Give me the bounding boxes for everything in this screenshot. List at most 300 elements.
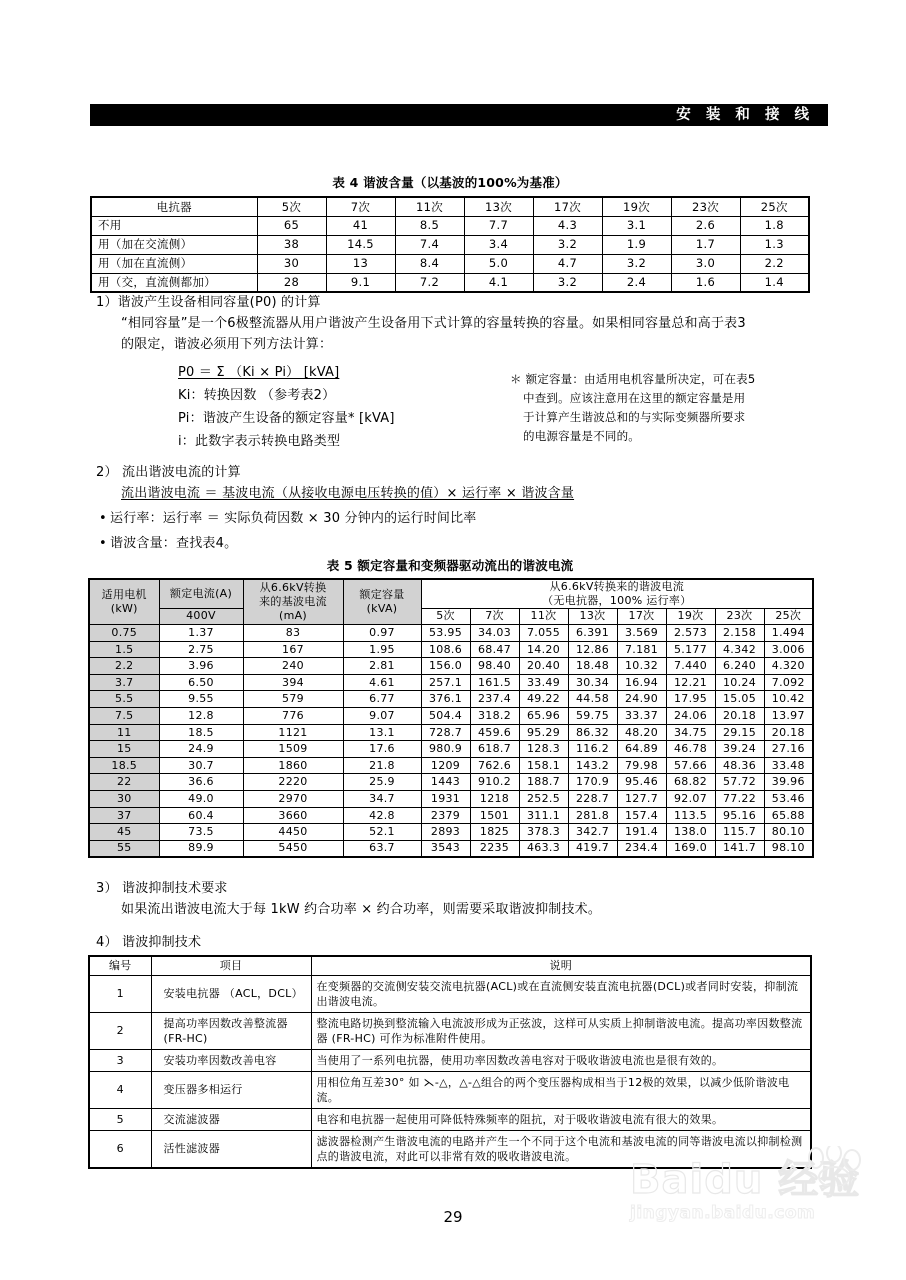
table5-harmonic-col-head: 23次 <box>715 608 764 625</box>
table4-cell: 28 <box>257 273 326 292</box>
table5-cell-harmonic: 156.0 <box>421 658 470 675</box>
table4 <box>90 196 810 293</box>
table5-cell-harmonic: 12.86 <box>568 641 617 658</box>
table5-cell-harmonic: 10.24 <box>715 674 764 691</box>
table5 <box>88 578 814 858</box>
table5-cell-harmonic: 14.20 <box>519 641 568 658</box>
page-header-bar <box>90 104 828 126</box>
table5-cell-harmonic: 29.15 <box>715 724 764 741</box>
table6-cell-no: 1 <box>89 975 151 1012</box>
table5-cell-harmonic: 13.97 <box>764 708 813 725</box>
table5-cell-capacity: 52.1 <box>343 824 421 841</box>
table6-cell-item: 提高功率因数改善整流器 (FR-HC) <box>151 1012 311 1049</box>
table5-cell-capacity: 21.8 <box>343 757 421 774</box>
table5-cell-harmonic: 2379 <box>421 807 470 824</box>
table5-header-row-1 <box>89 579 813 608</box>
table5-cell-harmonic: 98.10 <box>764 840 813 857</box>
table-row <box>89 741 813 758</box>
table5-cell-capacity: 2.81 <box>343 658 421 675</box>
table5-cell-harmonic: 30.34 <box>568 674 617 691</box>
table5-cell-fundamental: 3660 <box>243 807 343 824</box>
bullet-item <box>99 533 477 554</box>
table5-cell-harmonic: 113.5 <box>666 807 715 824</box>
table5-cell-fundamental: 1860 <box>243 757 343 774</box>
table4-section <box>90 173 810 293</box>
table4-cell: 3.2 <box>602 254 671 273</box>
table5-cell-harmonic: 7.092 <box>764 674 813 691</box>
table4-cell: 2.2 <box>740 254 809 273</box>
section3-body: 如果流出谐波电流大于每 1kW 约合功率 × 约合功率，则需要采取谐波抑制技术。 <box>121 902 602 917</box>
table4-cell: 14.5 <box>326 235 395 254</box>
table5-cell-capacity: 63.7 <box>343 840 421 857</box>
section1-note <box>510 370 810 446</box>
table5-section <box>88 578 810 858</box>
table4-col-header: 5次 <box>257 197 326 216</box>
table6-cell-item: 安装电抗器 （ACL，DCL） <box>151 975 311 1012</box>
watermark-main-text: Baidu 经验 <box>630 1157 861 1203</box>
table5-cell-harmonic: 157.4 <box>617 807 666 824</box>
table5-cell-capacity: 4.61 <box>343 674 421 691</box>
table5-cell-current: 24.9 <box>159 741 243 758</box>
table-row <box>91 235 809 254</box>
table5-cell-harmonic: 2.158 <box>715 625 764 642</box>
table-row <box>89 625 813 642</box>
table5-cell-harmonic: 68.82 <box>666 774 715 791</box>
table5-cell-kw: 11 <box>89 724 159 741</box>
table6-cell-no: 2 <box>89 1012 151 1049</box>
table5-cell-fundamental: 394 <box>243 674 343 691</box>
table5-cell-harmonic: 12.21 <box>666 674 715 691</box>
table-row <box>89 1108 811 1130</box>
table4-cell: 7.2 <box>395 273 464 292</box>
table5-cell-harmonic: 2893 <box>421 824 470 841</box>
table5-cell-harmonic: 49.22 <box>519 691 568 708</box>
table4-col-header: 电抗器 <box>91 197 257 216</box>
bullet-text-2: 谐波含量：查找表4。 <box>110 536 238 551</box>
table-row <box>89 774 813 791</box>
section1-body-line2: 的限定，谐波必须用下列方法计算： <box>121 337 333 352</box>
table-row <box>89 708 813 725</box>
table5-cell-harmonic: 64.89 <box>617 741 666 758</box>
table-row <box>91 216 809 235</box>
table-row <box>89 1071 811 1108</box>
table4-cell: 1.7 <box>671 235 740 254</box>
table4-row-label: 不用 <box>91 216 257 235</box>
table5-cell-harmonic: 728.7 <box>421 724 470 741</box>
table5-caption: 表 5 额定容量和变频器驱动流出的谐波电流 <box>326 558 574 573</box>
table5-cell-current: 89.9 <box>159 840 243 857</box>
table-row <box>89 757 813 774</box>
table5-cell-harmonic: 1443 <box>421 774 470 791</box>
table4-cell: 3.0 <box>671 254 740 273</box>
table5-cell-kw: 7.5 <box>89 708 159 725</box>
table5-cell-current: 36.6 <box>159 774 243 791</box>
bullet-dot-icon: • <box>99 511 107 526</box>
table4-caption: 表 4 谐波含量（以基波的100%为基准） <box>332 175 568 190</box>
table5-cell-harmonic: 311.1 <box>519 807 568 824</box>
table-row <box>89 807 813 824</box>
table5-cell-harmonic: 141.7 <box>715 840 764 857</box>
table4-col-header: 25次 <box>740 197 809 216</box>
table5-cell-capacity: 9.07 <box>343 708 421 725</box>
table4-row-label: 用（加在交流侧） <box>91 235 257 254</box>
table5-cell-capacity: 42.8 <box>343 807 421 824</box>
table6-cell-desc: 电容和电抗器一起使用可降低特殊频率的阻抗，对于吸收谐波电流有很大的效果。 <box>311 1108 811 1130</box>
table5-cell-fundamental: 83 <box>243 625 343 642</box>
table6-cell-no: 4 <box>89 1071 151 1108</box>
table5-cell-kw: 5.5 <box>89 691 159 708</box>
table5-col-head-fundamental: 从6.6kV转换 来的基波电流 (mA) <box>243 579 343 625</box>
table5-cell-harmonic: 95.29 <box>519 724 568 741</box>
table5-cell-harmonic: 4.342 <box>715 641 764 658</box>
table5-harmonic-col-head: 7次 <box>470 608 519 625</box>
table-row <box>89 1049 811 1071</box>
table5-cell-harmonic: 618.7 <box>470 741 519 758</box>
table5-cell-fundamental: 776 <box>243 708 343 725</box>
table5-cell-harmonic: 6.240 <box>715 658 764 675</box>
table5-cell-kw: 1.5 <box>89 641 159 658</box>
table5-cell-capacity: 13.1 <box>343 724 421 741</box>
table5-cell-harmonic: 18.48 <box>568 658 617 675</box>
table5-cell-kw: 55 <box>89 840 159 857</box>
table6 <box>88 955 812 1169</box>
table4-cell: 3.2 <box>533 273 602 292</box>
table5-cell-harmonic: 1209 <box>421 757 470 774</box>
table5-cell-fundamental: 579 <box>243 691 343 708</box>
table5-cell-kw: 0.75 <box>89 625 159 642</box>
table5-cell-harmonic: 2.573 <box>666 625 715 642</box>
table5-cell-harmonic: 3543 <box>421 840 470 857</box>
table5-cell-harmonic: 4.320 <box>764 658 813 675</box>
table5-cell-harmonic: 10.32 <box>617 658 666 675</box>
table5-cell-harmonic: 980.9 <box>421 741 470 758</box>
table4-cell: 8.4 <box>395 254 464 273</box>
table5-cell-harmonic: 115.7 <box>715 824 764 841</box>
note-marker: ＊ <box>510 372 522 386</box>
table5-cell-kw: 2.2 <box>89 658 159 675</box>
note-line3: 于计算产生谐波总和的与实际变频器所要求 <box>523 410 746 424</box>
table4-cell: 4.1 <box>464 273 533 292</box>
table4-cell: 7.4 <box>395 235 464 254</box>
table5-cell-fundamental: 1509 <box>243 741 343 758</box>
table5-cell-harmonic: 86.32 <box>568 724 617 741</box>
table5-cell-current: 12.8 <box>159 708 243 725</box>
table5-cell-harmonic: 77.22 <box>715 791 764 808</box>
table5-cell-kw: 3.7 <box>89 674 159 691</box>
table-row <box>89 641 813 658</box>
table5-cell-harmonic: 59.75 <box>568 708 617 725</box>
table5-cell-harmonic: 80.10 <box>764 824 813 841</box>
formula-ki: Ki：转换因数 （参考表2） <box>178 388 336 403</box>
table-row <box>89 975 811 1012</box>
section1-body-line1: “相同容量”是一个6极整流器从用户谐波产生设备用下式计算的容量转换的容量。如果相同容量总和高于表3 <box>121 316 746 331</box>
table5-harmonic-col-head: 25次 <box>764 608 813 625</box>
table-row <box>89 658 813 675</box>
table6-section <box>88 955 810 1169</box>
table4-cell: 30 <box>257 254 326 273</box>
table5-cell-harmonic: 158.1 <box>519 757 568 774</box>
table5-cell-harmonic: 6.391 <box>568 625 617 642</box>
table5-cell-harmonic: 419.7 <box>568 840 617 857</box>
table5-cell-harmonic: 7.440 <box>666 658 715 675</box>
table5-cell-harmonic: 39.96 <box>764 774 813 791</box>
table5-cell-harmonic: 20.18 <box>715 708 764 725</box>
table4-col-header: 7次 <box>326 197 395 216</box>
table5-cell-harmonic: 188.7 <box>519 774 568 791</box>
table5-cell-harmonic: 376.1 <box>421 691 470 708</box>
table4-cell: 2.4 <box>602 273 671 292</box>
table6-cell-no: 5 <box>89 1108 151 1130</box>
table5-cell-harmonic: 504.4 <box>421 708 470 725</box>
page-header-title: 安 装 和 接 线 <box>676 106 814 123</box>
table5-cell-harmonic: 20.40 <box>519 658 568 675</box>
table5-cell-harmonic: 138.0 <box>666 824 715 841</box>
table5-col-head-capacity: 额定容量 (kVA) <box>343 579 421 625</box>
table5-cell-capacity: 17.6 <box>343 741 421 758</box>
table5-cell-harmonic: 92.07 <box>666 791 715 808</box>
table5-cell-harmonic: 1218 <box>470 791 519 808</box>
table5-cell-kw: 22 <box>89 774 159 791</box>
table4-row-label: 用（交，直流侧都加） <box>91 273 257 292</box>
table5-cell-harmonic: 48.36 <box>715 757 764 774</box>
table6-cell-item: 变压器多相运行 <box>151 1071 311 1108</box>
table5-cell-kw: 18.5 <box>89 757 159 774</box>
table5-cell-harmonic: 98.40 <box>470 658 519 675</box>
table5-cell-harmonic: 234.4 <box>617 840 666 857</box>
table5-cell-fundamental: 240 <box>243 658 343 675</box>
table5-group-head: 从6.6kV转换来的谐波电流 （无电抗器，100% 运行率） <box>421 579 813 608</box>
table-row <box>89 840 813 857</box>
table5-cell-harmonic: 170.9 <box>568 774 617 791</box>
table4-cell: 13 <box>326 254 395 273</box>
section1-formula-block <box>178 362 395 454</box>
section1-body <box>121 313 821 355</box>
table5-cell-harmonic: 34.03 <box>470 625 519 642</box>
table5-cell-fundamental: 4450 <box>243 824 343 841</box>
table6-col-head-desc: 说明 <box>311 956 811 975</box>
table6-cell-item: 安装功率因数改善电容 <box>151 1049 311 1071</box>
table5-cell-harmonic: 2235 <box>470 840 519 857</box>
table4-col-header: 13次 <box>464 197 533 216</box>
table5-cell-harmonic: 459.6 <box>470 724 519 741</box>
table5-cell-harmonic: 1931 <box>421 791 470 808</box>
table6-cell-no: 6 <box>89 1130 151 1168</box>
table5-cell-capacity: 6.77 <box>343 691 421 708</box>
table5-cell-capacity: 25.9 <box>343 774 421 791</box>
table5-harmonic-col-head: 19次 <box>666 608 715 625</box>
table5-cell-current: 1.37 <box>159 625 243 642</box>
section4-heading: 4） 谐波抑制技术 <box>96 935 202 950</box>
table5-col-head-current: 额定电流(A) <box>159 579 243 608</box>
table4-cell: 65 <box>257 216 326 235</box>
table-row <box>89 674 813 691</box>
table5-cell-harmonic: 65.88 <box>764 807 813 824</box>
table4-cell: 7.7 <box>464 216 533 235</box>
table4-cell: 3.2 <box>533 235 602 254</box>
formula-pi: Pi：谐波产生设备的额定容量* [kVA] <box>178 411 395 426</box>
table4-cell: 1.8 <box>740 216 809 235</box>
table5-cell-harmonic: 108.6 <box>421 641 470 658</box>
table-row <box>91 273 809 292</box>
table5-cell-harmonic: 53.46 <box>764 791 813 808</box>
bullet-text-1: 运行率：运行率 ＝ 实际负荷因数 × 30 分钟内的运行时间比率 <box>110 511 477 526</box>
table6-cell-desc: 当使用了一系列电抗器，使用功率因数改善电容对于吸收谐波电流也是很有效的。 <box>311 1049 811 1071</box>
table5-cell-harmonic: 1.494 <box>764 625 813 642</box>
table5-cell-capacity: 1.95 <box>343 641 421 658</box>
table5-cell-harmonic: 10.42 <box>764 691 813 708</box>
table4-col-header: 19次 <box>602 197 671 216</box>
note-line2: 中查到。应该注意用在这里的额定容量是用 <box>523 391 746 405</box>
table4-col-header: 17次 <box>533 197 602 216</box>
table5-cell-harmonic: 20.18 <box>764 724 813 741</box>
table5-cell-harmonic: 34.75 <box>666 724 715 741</box>
table-row <box>89 691 813 708</box>
table5-cell-harmonic: 57.72 <box>715 774 764 791</box>
table5-cell-harmonic: 252.5 <box>519 791 568 808</box>
table5-cell-fundamental: 1121 <box>243 724 343 741</box>
table5-cell-current: 3.96 <box>159 658 243 675</box>
table5-cell-harmonic: 378.3 <box>519 824 568 841</box>
section2-formula: 流出谐波电流 ＝ 基波电流（从接收电源电压转换的值）× 运行率 × 谐波含量 <box>121 486 575 501</box>
table5-cell-harmonic: 3.569 <box>617 625 666 642</box>
bullet-item <box>99 508 477 529</box>
note-line4: 的电源容量是不同的。 <box>523 429 640 443</box>
table5-cell-harmonic: 161.5 <box>470 674 519 691</box>
table5-cell-current: 60.4 <box>159 807 243 824</box>
note-line1: 额定容量：由适用电机容量所决定，可在表5 <box>525 372 756 386</box>
table5-cell-fundamental: 5450 <box>243 840 343 857</box>
page-number: 29 <box>443 1208 463 1226</box>
table5-cell-harmonic: 116.2 <box>568 741 617 758</box>
table4-cell: 3.1 <box>602 216 671 235</box>
table5-cell-current: 49.0 <box>159 791 243 808</box>
table5-cell-harmonic: 5.177 <box>666 641 715 658</box>
table5-cell-current: 18.5 <box>159 724 243 741</box>
table5-harmonic-col-head: 11次 <box>519 608 568 625</box>
table5-cell-current: 73.5 <box>159 824 243 841</box>
table5-cell-harmonic: 57.66 <box>666 757 715 774</box>
table5-harmonic-col-head: 5次 <box>421 608 470 625</box>
table5-cell-harmonic: 257.1 <box>421 674 470 691</box>
table5-cell-harmonic: 53.95 <box>421 625 470 642</box>
table6-cell-desc: 在变频器的交流侧安装交流电抗器(ACL)或在直流侧安装直流电抗器(DCL)或者同时安装，抑制流出谐波电流。 <box>311 975 811 1012</box>
table5-cell-harmonic: 68.47 <box>470 641 519 658</box>
table5-cell-fundamental: 167 <box>243 641 343 658</box>
table5-cell-harmonic: 191.4 <box>617 824 666 841</box>
table5-cell-harmonic: 17.95 <box>666 691 715 708</box>
paw-icon <box>804 1146 866 1186</box>
table5-cell-current: 30.7 <box>159 757 243 774</box>
table5-cell-harmonic: 910.2 <box>470 774 519 791</box>
table5-cell-harmonic: 33.48 <box>764 757 813 774</box>
table5-col-head-kw: 适用电机 (kW) <box>89 579 159 625</box>
table-row <box>89 1130 811 1168</box>
table4-cell: 3.4 <box>464 235 533 254</box>
table5-cell-harmonic: 24.06 <box>666 708 715 725</box>
table4-row-label: 用（加在直流侧） <box>91 254 257 273</box>
table6-cell-desc: 整流电路切换到整流输入电流波形成为正弦波，这样可从实质上抑制谐波电流。提高功率因数整流器 (FR-HC) 可作为标准附件使用。 <box>311 1012 811 1049</box>
section1-heading: 1）谐波产生设备相同容量(P0) 的计算 <box>96 295 321 310</box>
table4-cell: 41 <box>326 216 395 235</box>
bullet-dot-icon: • <box>99 536 107 551</box>
table-row <box>89 824 813 841</box>
table5-cell-fundamental: 2220 <box>243 774 343 791</box>
table4-cell: 1.9 <box>602 235 671 254</box>
table5-cell-harmonic: 33.37 <box>617 708 666 725</box>
table5-header-row-2 <box>89 608 813 625</box>
table5-cell-harmonic: 46.78 <box>666 741 715 758</box>
table5-harmonic-col-head: 13次 <box>568 608 617 625</box>
table4-cell: 4.7 <box>533 254 602 273</box>
table4-cell: 2.6 <box>671 216 740 235</box>
table6-col-head-no: 编号 <box>89 956 151 975</box>
table5-cell-harmonic: 3.006 <box>764 641 813 658</box>
table6-col-head-item: 项目 <box>151 956 311 975</box>
table5-cell-harmonic: 24.90 <box>617 691 666 708</box>
table5-cell-harmonic: 237.4 <box>470 691 519 708</box>
table4-col-header: 23次 <box>671 197 740 216</box>
table4-cell: 9.1 <box>326 273 395 292</box>
table6-cell-desc: 用相位角互差30° 如 ⋋-△，△-△组合的两个变压器构成相当于12极的效果，以减少低阶谐波电流。 <box>311 1071 811 1108</box>
table-row <box>89 724 813 741</box>
table5-cell-harmonic: 281.8 <box>568 807 617 824</box>
table5-harmonic-col-head: 17次 <box>617 608 666 625</box>
formula-p0: P0 ＝ Σ （Ki × Pi） [kVA] <box>178 365 340 380</box>
table5-cell-harmonic: 7.055 <box>519 625 568 642</box>
table5-cell-harmonic: 128.3 <box>519 741 568 758</box>
table5-cell-current: 2.75 <box>159 641 243 658</box>
table5-cell-harmonic: 95.46 <box>617 774 666 791</box>
table5-cell-kw: 30 <box>89 791 159 808</box>
table5-cell-harmonic: 33.49 <box>519 674 568 691</box>
table6-cell-item: 交流滤波器 <box>151 1108 311 1130</box>
formula-i: i：此数字表示转换电路类型 <box>178 434 341 449</box>
table5-cell-harmonic: 143.2 <box>568 757 617 774</box>
table5-cell-harmonic: 1825 <box>470 824 519 841</box>
table5-cell-harmonic: 127.7 <box>617 791 666 808</box>
table5-cell-kw: 37 <box>89 807 159 824</box>
table5-cell-harmonic: 39.24 <box>715 741 764 758</box>
table4-cell: 5.0 <box>464 254 533 273</box>
table4-col-header: 11次 <box>395 197 464 216</box>
table5-cell-kw: 15 <box>89 741 159 758</box>
table5-cell-current: 6.50 <box>159 674 243 691</box>
table5-cell-harmonic: 318.2 <box>470 708 519 725</box>
table5-cell-harmonic: 762.6 <box>470 757 519 774</box>
table5-cell-harmonic: 169.0 <box>666 840 715 857</box>
watermark-sub-text: jingyan.baidu.com <box>630 1203 816 1223</box>
table4-cell: 38 <box>257 235 326 254</box>
table-row <box>89 1012 811 1049</box>
table5-cell-harmonic: 15.05 <box>715 691 764 708</box>
table6-header-row <box>89 956 811 975</box>
table4-cell: 1.3 <box>740 235 809 254</box>
table6-cell-desc: 滤波器检测产生谐波电流的电路并产生一个不同于这个电流和基波电流的同等谐波电流以抑制检测点的谐波电流，对此可以非常有效的吸收谐波电流。 <box>311 1130 811 1168</box>
table5-cell-capacity: 0.97 <box>343 625 421 642</box>
table4-cell: 8.5 <box>395 216 464 235</box>
table4-cell: 4.3 <box>533 216 602 235</box>
section3-heading: 3） 谐波抑制技术要求 <box>96 881 228 896</box>
table5-cell-harmonic: 95.16 <box>715 807 764 824</box>
table5-cell-harmonic: 16.94 <box>617 674 666 691</box>
table5-cell-capacity: 34.7 <box>343 791 421 808</box>
table6-cell-no: 3 <box>89 1049 151 1071</box>
table5-cell-harmonic: 79.98 <box>617 757 666 774</box>
section2-bullets <box>99 508 477 558</box>
table4-header-row <box>91 197 809 216</box>
table5-col-head-voltage: 400V <box>159 608 243 625</box>
section2-heading: 2） 流出谐波电流的计算 <box>96 465 241 480</box>
